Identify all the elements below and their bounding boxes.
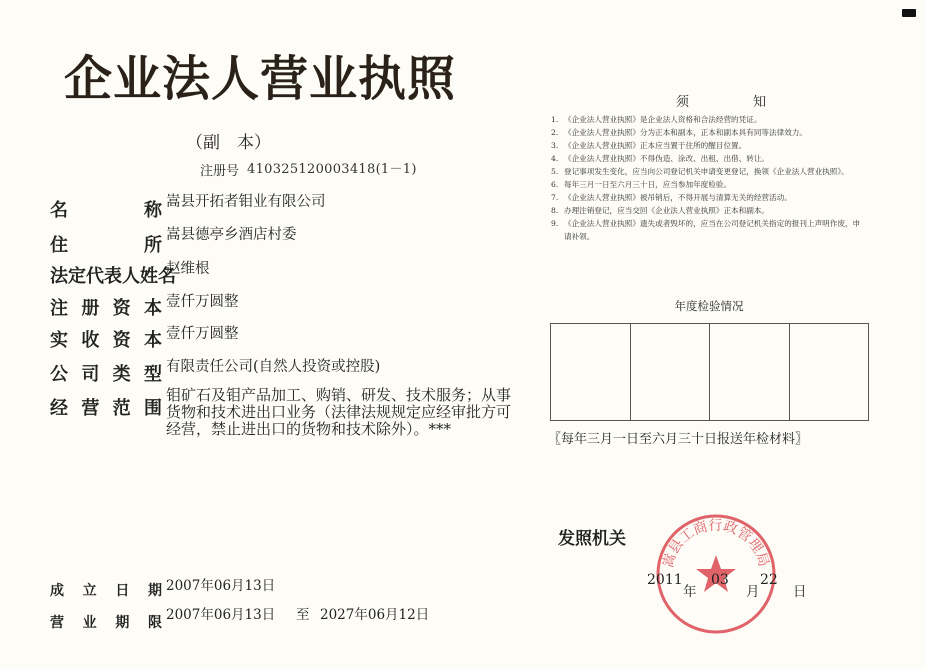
- label-char: 称: [144, 200, 162, 221]
- label-char: 营: [81, 398, 100, 419]
- notice-item: [551, 139, 867, 152]
- notice-num: 8.: [551, 206, 559, 215]
- copy-type: （副 本）: [186, 133, 271, 153]
- label-char: 司: [81, 364, 100, 385]
- notice-text: 《企业法人营业执照》正本应当置于住所的醒目位置。: [564, 141, 747, 150]
- issue-day-label: 日: [793, 584, 807, 600]
- notice-num: 4.: [551, 154, 559, 163]
- date-value-term-to: 2027年06月12日: [320, 607, 430, 623]
- field-label-legal-rep: [50, 262, 176, 288]
- annual-inspection-cell: [710, 324, 790, 420]
- notice-num: 2.: [551, 128, 559, 137]
- label-char: 住: [50, 235, 68, 256]
- field-value-name: 嵩县开拓者钼业有限公司: [166, 194, 326, 210]
- label-char: 实: [50, 330, 68, 351]
- field-label-registered-capital: [50, 294, 162, 320]
- notice-num: 9.: [551, 219, 559, 228]
- issue-month: 03: [711, 572, 729, 588]
- label-char: 册: [81, 298, 100, 319]
- label-char: 名: [50, 200, 68, 221]
- label-char: 日: [115, 583, 130, 599]
- field-label-address: [50, 231, 162, 257]
- field-label-business-scope: [50, 394, 162, 420]
- label-char: 期: [115, 615, 130, 631]
- label-char: 限: [147, 615, 162, 631]
- field-label-name: [50, 196, 162, 222]
- notice-item: [551, 152, 867, 165]
- label-char: 型: [143, 364, 162, 385]
- issue-year-label: 年: [683, 584, 697, 600]
- annual-inspection-grid: [550, 323, 869, 421]
- label-char: 本: [143, 330, 162, 351]
- notice-item: [551, 204, 867, 217]
- field-label-paid-capital: [50, 326, 162, 352]
- notice-text: 《企业法人营业执照》被吊销后，不得开展与清算无关的经营活动。: [564, 193, 792, 202]
- notice-item: [551, 178, 867, 191]
- label-char: 资: [112, 298, 131, 319]
- annual-inspection-note: 〖每年三月一日至六月三十日报送年检材料〗: [548, 432, 809, 447]
- notice-num: 3.: [551, 141, 559, 150]
- label-char: 公: [50, 364, 68, 385]
- label-char: 类: [112, 364, 131, 385]
- notice-item: [551, 217, 867, 243]
- date-value-term-from: 2007年06月13日: [166, 607, 276, 623]
- notice-text: 办理注销登记，应当交回《企业法人营业执照》正本和副本。: [564, 206, 770, 215]
- label-char: 成: [50, 583, 64, 599]
- date-label-established: [50, 580, 162, 600]
- notice-list: [551, 113, 867, 243]
- issue-year: 2011: [647, 572, 683, 588]
- notice-text: 《企业法人营业执照》分为正本和副本，正本和副本具有同等法律效力。: [564, 128, 807, 137]
- label-char: 资: [112, 330, 131, 351]
- label-char: 须: [676, 95, 690, 110]
- label-char: 所: [144, 235, 162, 256]
- notice-title: [676, 91, 766, 110]
- field-value-company-type: 有限责任公司(自然人投资或控股): [166, 359, 381, 375]
- notice-item: [551, 191, 867, 204]
- notice-text: 每年三月一日至六月三十日，应当参加年度检验。: [564, 180, 732, 189]
- registration-number: 410325120003418(1－1): [247, 162, 417, 177]
- notice-item: [551, 165, 867, 178]
- annual-inspection-cell: [790, 324, 869, 420]
- date-term-connector: 至: [296, 607, 310, 623]
- label-char: 收: [81, 330, 100, 351]
- notice-num: 1.: [551, 115, 559, 124]
- label-char: 业: [82, 615, 97, 631]
- license-title: 企业法人营业执照: [64, 51, 457, 107]
- notice-item: [551, 113, 867, 126]
- issuer-label: 发照机关: [558, 529, 626, 549]
- field-value-business-scope: 钼矿石及钼产品加工、购销、研发、技术服务；从事货物和技术进出口业务（法律法规规定应经审批方可经营，禁止进出口的货物和技术除外）。***: [166, 386, 512, 438]
- label-char: 围: [143, 398, 162, 419]
- issue-day: 22: [760, 572, 778, 588]
- field-label-company-type: [50, 360, 162, 386]
- notice-text: 《企业法人营业执照》遗失或者毁坏的，应当在公司登记机关指定的报刊上声明作废，申请补领。: [564, 219, 861, 241]
- date-value-established: 2007年06月13日: [166, 578, 276, 594]
- notice-text: 登记事项发生变化，应当向公司登记机关申请变更登记，换领《企业法人营业执照》。: [564, 167, 849, 176]
- label-char: 范: [112, 398, 131, 419]
- label-char: 本: [143, 298, 162, 319]
- notice-num: 5.: [551, 167, 559, 176]
- seal-text: 嵩县工商行政管理局: [660, 517, 772, 570]
- label-char: 立: [82, 583, 97, 599]
- notice-item: [551, 126, 867, 139]
- label-char: 期: [147, 583, 162, 599]
- field-value-paid-capital: 壹仟万圆整: [166, 326, 239, 342]
- label-char: 经: [50, 398, 68, 419]
- issue-month-label: 月: [746, 584, 760, 600]
- notice-num: 6.: [551, 180, 559, 189]
- notice-text: 《企业法人营业执照》是企业法人资格和合法经营的凭证。: [564, 115, 762, 124]
- registration-label: 注册号: [200, 164, 240, 179]
- field-value-registered-capital: 壹仟万圆整: [166, 294, 239, 310]
- annual-inspection-cell: [551, 324, 631, 420]
- label-char: 法定代表人姓名: [50, 266, 176, 287]
- annual-inspection-cell: [631, 324, 711, 420]
- field-value-legal-rep: 赵维根: [166, 261, 210, 277]
- corner-mark: [902, 9, 916, 17]
- label-char: 营: [50, 615, 64, 631]
- notice-num: 7.: [551, 193, 559, 202]
- annual-inspection-title: 年度检验情况: [674, 299, 744, 313]
- field-value-address: 嵩县德亭乡酒店村委: [166, 227, 297, 243]
- label-char: 知: [752, 95, 766, 110]
- label-char: 注: [50, 298, 68, 319]
- notice-text: 《企业法人营业执照》不得伪造、涂改、出租、出借、转让。: [564, 154, 770, 163]
- date-label-term: [50, 612, 162, 632]
